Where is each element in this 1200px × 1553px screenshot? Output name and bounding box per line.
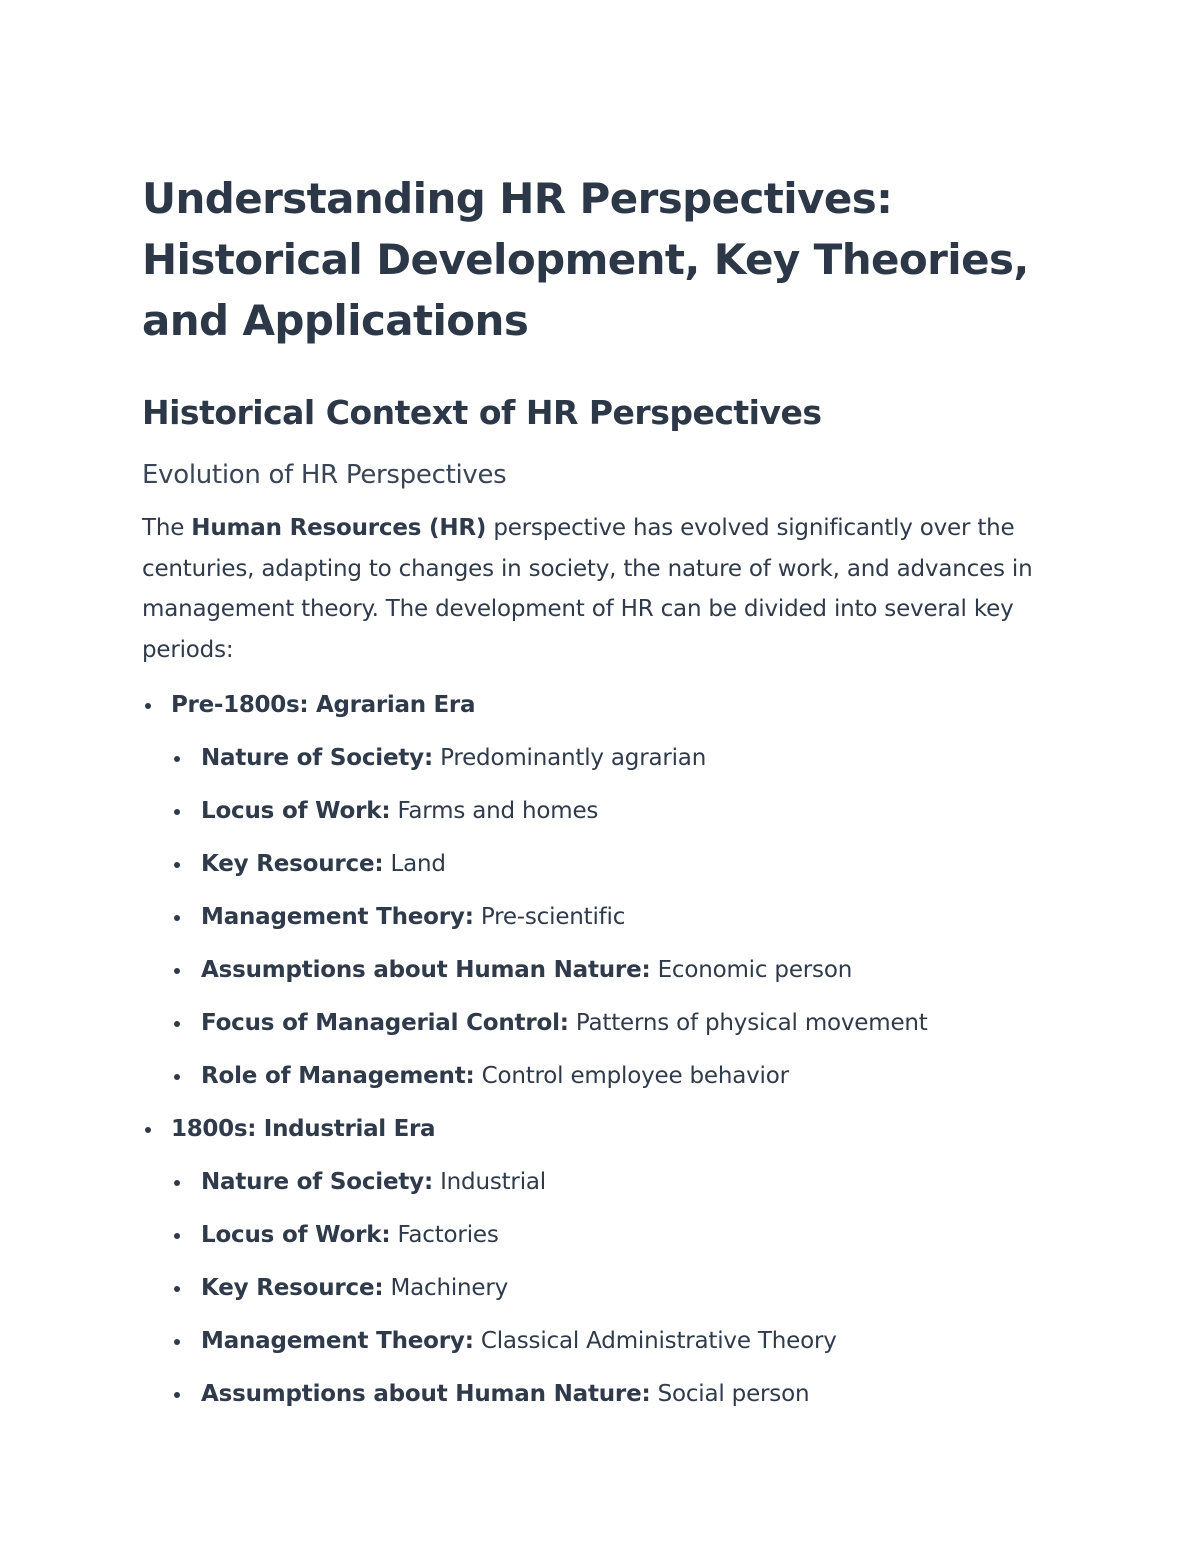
bullet-icon	[174, 809, 180, 815]
bullet-icon	[174, 1286, 180, 1292]
attribute-value: Predominantly agrarian	[432, 745, 707, 771]
attribute-label: Focus of Managerial Control:	[201, 1010, 569, 1036]
bullet-icon	[174, 1021, 180, 1027]
attribute-value: Control employee behavior	[474, 1063, 789, 1089]
attribute-label: Nature of Society:	[201, 1169, 433, 1195]
attribute-item	[171, 1262, 1072, 1315]
attribute-value: Industrial	[432, 1169, 546, 1195]
attribute-list	[171, 732, 1072, 1103]
bullet-icon	[174, 1339, 180, 1345]
period-heading: Pre-1800s: Agrarian Era	[171, 692, 476, 718]
period-heading: 1800s: Industrial Era	[171, 1116, 436, 1142]
intro-paragraph	[142, 508, 1072, 670]
attribute-value: Machinery	[383, 1275, 509, 1301]
attribute-item	[171, 1050, 1072, 1103]
attribute-label: Locus of Work:	[201, 1222, 391, 1248]
attribute-label: Role of Management:	[201, 1063, 475, 1089]
intro-bold-term: Human Resources (HR)	[191, 515, 487, 541]
subsection-title: Evolution of HR Perspectives	[142, 460, 507, 490]
attribute-item	[171, 1156, 1072, 1209]
attribute-label: Assumptions about Human Nature:	[201, 1381, 651, 1407]
period-item	[142, 1103, 1072, 1421]
attribute-item	[171, 1368, 1072, 1421]
attribute-item	[171, 838, 1072, 891]
attribute-label: Key Resource:	[201, 851, 384, 877]
document-title: Understanding HR Perspectives: Historical Development, Key Theories, and Applications	[142, 174, 1029, 345]
bullet-icon	[174, 915, 180, 921]
bullet-icon	[174, 1074, 180, 1080]
attribute-value: Pre-scientific	[473, 904, 626, 930]
attribute-item	[171, 785, 1072, 838]
attribute-value: Social person	[650, 1381, 810, 1407]
bullet-icon	[174, 756, 180, 762]
bullet-icon	[145, 703, 151, 709]
attribute-item	[171, 891, 1072, 944]
attribute-value: Economic person	[650, 957, 853, 983]
attribute-value: Factories	[390, 1222, 499, 1248]
attribute-item	[171, 1209, 1072, 1262]
attribute-item	[171, 1315, 1072, 1368]
attribute-value: Farms and homes	[390, 798, 599, 824]
bullet-icon	[174, 1233, 180, 1239]
bullet-icon	[174, 968, 180, 974]
attribute-label: Locus of Work:	[201, 798, 391, 824]
attribute-item	[171, 732, 1072, 785]
intro-suffix: perspective has evolved significantly over the centuries, adapting to changes in society, the nature of work, and advances in management theory. The development of HR can be divided into several key periods:	[142, 515, 1033, 663]
document-page	[142, 168, 1072, 1421]
intro-prefix: The	[142, 515, 192, 541]
attribute-value: Classical Administrative Theory	[473, 1328, 837, 1354]
bullet-icon	[145, 1127, 151, 1133]
attribute-label: Management Theory:	[201, 1328, 474, 1354]
period-item	[142, 679, 1072, 1103]
attribute-label: Management Theory:	[201, 904, 474, 930]
attribute-list	[171, 1156, 1072, 1421]
attribute-item	[171, 944, 1072, 997]
attribute-label: Assumptions about Human Nature:	[201, 957, 651, 983]
attribute-value: Land	[383, 851, 446, 877]
bullet-icon	[174, 862, 180, 868]
attribute-item	[171, 997, 1072, 1050]
attribute-label: Nature of Society:	[201, 745, 433, 771]
attribute-label: Key Resource:	[201, 1275, 384, 1301]
bullet-icon	[174, 1392, 180, 1398]
period-list	[142, 679, 1072, 1421]
attribute-value: Patterns of physical movement	[568, 1010, 928, 1036]
bullet-icon	[174, 1180, 180, 1186]
section-title: Historical Context of HR Perspectives	[142, 393, 822, 432]
